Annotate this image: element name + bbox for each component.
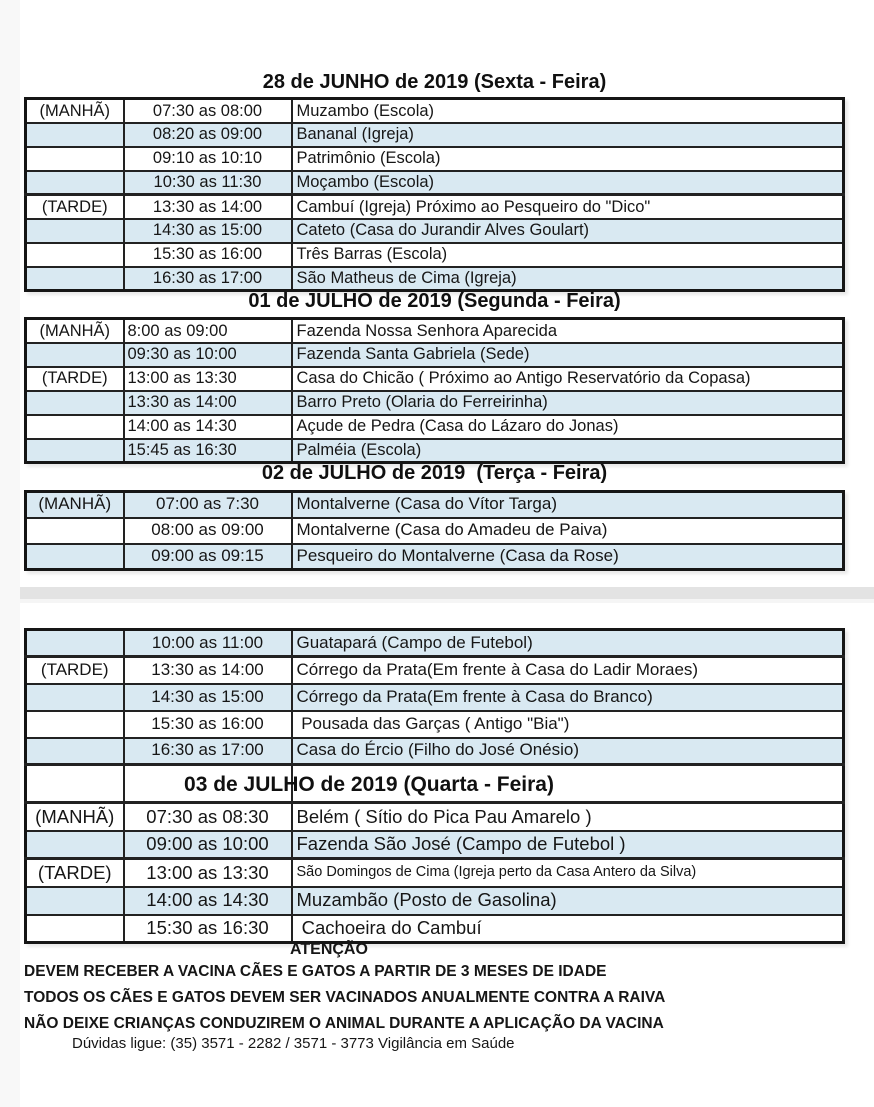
period-cell bbox=[26, 267, 124, 291]
place-cell: Barro Preto (Olaria do Ferreirinha) bbox=[292, 391, 844, 415]
time-cell: 07:30 as 08:30 bbox=[124, 803, 292, 831]
time-cell: 8:00 as 09:00 bbox=[124, 319, 292, 343]
time-cell: 09:00 as 09:15 bbox=[124, 544, 292, 570]
period-cell bbox=[26, 439, 124, 463]
time-cell: 14:00 as 14:30 bbox=[124, 415, 292, 439]
schedule-row bbox=[26, 267, 844, 291]
schedule-row bbox=[26, 630, 844, 657]
time-cell: 14:30 as 15:00 bbox=[124, 684, 292, 711]
period-cell: (TARDE) bbox=[26, 367, 124, 391]
footer-notice-2: TODOS OS CÃES E GATOS DEVEM SER VACINADOS ANUALMENTE CONTRA A RAIVA bbox=[24, 989, 666, 1006]
place-cell: Fazenda Nossa Senhora Aparecida bbox=[292, 319, 844, 343]
period-cell: (MANHÃ) bbox=[26, 492, 124, 518]
place-cell: Fazenda Santa Gabriela (Sede) bbox=[292, 343, 844, 367]
page-left-margin bbox=[0, 0, 20, 1107]
place-cell: Moçambo (Escola) bbox=[292, 171, 844, 195]
schedule-row bbox=[26, 859, 844, 887]
time-cell: 07:00 as 7:30 bbox=[124, 492, 292, 518]
period-cell bbox=[26, 518, 124, 544]
schedule-row bbox=[26, 738, 844, 765]
time-cell: 10:30 as 11:30 bbox=[124, 171, 292, 195]
place-cell: Três Barras (Escola) bbox=[292, 243, 844, 267]
footer-notice-3: NÃO DEIXE CRIANÇAS CONDUZIREM O ANIMAL DURANTE A APLICAÇÃO DA VACINA bbox=[24, 1015, 664, 1032]
schedule-row bbox=[26, 319, 844, 343]
schedule-row bbox=[26, 684, 844, 711]
place-cell: Fazenda São José (Campo de Futebol ) bbox=[292, 831, 844, 859]
place-cell: Guatapará (Campo de Futebol) bbox=[292, 630, 844, 657]
period-cell bbox=[26, 738, 124, 765]
place-cell: Palméia (Escola) bbox=[292, 439, 844, 463]
time-cell: 15:30 as 16:00 bbox=[124, 243, 292, 267]
period-cell: (TARDE) bbox=[26, 859, 124, 887]
time-cell: 16:30 as 17:00 bbox=[124, 738, 292, 765]
period-cell bbox=[26, 343, 124, 367]
schedule-row bbox=[26, 803, 844, 831]
place-cell: Montalverne (Casa do Amadeu de Paiva) bbox=[292, 518, 844, 544]
period-cell bbox=[26, 123, 124, 147]
period-cell bbox=[26, 684, 124, 711]
place-cell: Montalverne (Casa do Vítor Targa) bbox=[292, 492, 844, 518]
schedule-row bbox=[26, 915, 844, 943]
place-cell: Bananal (Igreja) bbox=[292, 123, 844, 147]
place-cell: Pesqueiro do Montalverne (Casa da Rose) bbox=[292, 544, 844, 570]
time-cell: 13:00 as 13:30 bbox=[124, 367, 292, 391]
period-cell bbox=[26, 415, 124, 439]
time-cell: 13:30 as 14:00 bbox=[124, 391, 292, 415]
time-cell: 15:45 as 16:30 bbox=[124, 439, 292, 463]
time-cell: 08:20 as 09:00 bbox=[124, 123, 292, 147]
period-cell: (MANHÃ) bbox=[26, 319, 124, 343]
day-title-june-28: 28 de JUNHO de 2019 (Sexta - Feira) bbox=[262, 71, 607, 93]
period-cell bbox=[26, 243, 124, 267]
place-cell: Belém ( Sítio do Pica Pau Amarelo ) bbox=[292, 803, 844, 831]
footer-contact: Dúvidas ligue: (35) 3571 - 2282 / 3571 - 3773 Vigilância em Saúde bbox=[72, 1035, 515, 1052]
place-cell: Casa do Chicão ( Próximo ao Antigo Reservatório da Copasa) bbox=[292, 367, 844, 391]
schedule-row bbox=[26, 367, 844, 391]
schedule-row bbox=[26, 243, 844, 267]
schedule-row bbox=[26, 439, 844, 463]
day-title-july-02: 02 de JULHO de 2019 (Terça - Feira) bbox=[261, 462, 608, 484]
schedule-row bbox=[26, 415, 844, 439]
schedule-row bbox=[26, 171, 844, 195]
schedule-table-july-01 bbox=[24, 317, 845, 464]
time-cell: 13:30 as 14:00 bbox=[124, 195, 292, 219]
place-cell: São Matheus de Cima (Igreja) bbox=[292, 267, 844, 291]
schedule-row bbox=[26, 711, 844, 738]
schedule-table-july-02 bbox=[24, 490, 845, 571]
time-cell: 09:10 as 10:10 bbox=[124, 147, 292, 171]
time-cell: 13:00 as 13:30 bbox=[124, 859, 292, 887]
period-cell bbox=[26, 219, 124, 243]
schedule-row bbox=[26, 492, 844, 518]
schedule-row bbox=[26, 99, 844, 123]
day-title-july-03: 03 de JULHO de 2019 (Quarta - Feira) bbox=[184, 773, 554, 796]
schedule-row bbox=[26, 391, 844, 415]
place-cell: Cambuí (Igreja) Próximo ao Pesqueiro do "Dico" bbox=[292, 195, 844, 219]
time-cell: 10:00 as 11:00 bbox=[124, 630, 292, 657]
page-break-band bbox=[20, 587, 874, 603]
period-cell bbox=[26, 915, 124, 943]
time-cell: 15:30 as 16:30 bbox=[124, 915, 292, 943]
schedule-row bbox=[26, 518, 844, 544]
time-cell: 14:00 as 14:30 bbox=[124, 887, 292, 915]
period-cell bbox=[26, 630, 124, 657]
schedule-row bbox=[26, 123, 844, 147]
day-title-july-01: 01 de JULHO de 2019 (Segunda - Feira) bbox=[248, 290, 621, 312]
period-cell bbox=[26, 171, 124, 195]
period-cell: (MANHÃ) bbox=[26, 99, 124, 123]
time-cell: 13:30 as 14:00 bbox=[124, 657, 292, 684]
schedule-row bbox=[26, 195, 844, 219]
time-cell: 08:00 as 09:00 bbox=[124, 518, 292, 544]
period-cell bbox=[26, 765, 124, 803]
place-cell: São Domingos de Cima (Igreja perto da Casa Antero da Silva) bbox=[292, 859, 844, 887]
time-cell: 15:30 as 16:00 bbox=[124, 711, 292, 738]
schedule-row bbox=[26, 544, 844, 570]
period-cell: (TARDE) bbox=[26, 195, 124, 219]
period-cell bbox=[26, 544, 124, 570]
place-cell: Casa do Ércio (Filho do José Onésio) bbox=[292, 738, 844, 765]
period-cell bbox=[26, 831, 124, 859]
period-cell bbox=[26, 711, 124, 738]
period-cell: (TARDE) bbox=[26, 657, 124, 684]
place-cell: Açude de Pedra (Casa do Lázaro do Jonas) bbox=[292, 415, 844, 439]
time-cell: 09:30 as 10:00 bbox=[124, 343, 292, 367]
time-cell: 07:30 as 08:00 bbox=[124, 99, 292, 123]
period-cell bbox=[26, 391, 124, 415]
place-cell: Cateto (Casa do Jurandir Alves Goulart) bbox=[292, 219, 844, 243]
schedule-row bbox=[26, 219, 844, 243]
period-cell bbox=[26, 887, 124, 915]
place-cell: Patrimônio (Escola) bbox=[292, 147, 844, 171]
schedule-table-june-28 bbox=[24, 97, 845, 292]
time-cell: 09:00 as 10:00 bbox=[124, 831, 292, 859]
footer-attention: ATENÇÃO bbox=[290, 941, 368, 958]
place-cell: Córrego da Prata(Em frente à Casa do Branco) bbox=[292, 684, 844, 711]
time-cell: 14:30 as 15:00 bbox=[124, 219, 292, 243]
place-cell: Córrego da Prata(Em frente à Casa do Ladir Moraes) bbox=[292, 657, 844, 684]
place-cell: Muzambo (Escola) bbox=[292, 99, 844, 123]
place-cell: Cachoeira do Cambuí bbox=[292, 915, 844, 943]
place-cell: Muzambão (Posto de Gasolina) bbox=[292, 887, 844, 915]
period-cell bbox=[26, 147, 124, 171]
footer-notice-1: DEVEM RECEBER A VACINA CÃES E GATOS A PARTIR DE 3 MESES DE IDADE bbox=[24, 963, 607, 980]
place-cell: Pousada das Garças ( Antigo "Bia") bbox=[292, 711, 844, 738]
schedule-row bbox=[26, 343, 844, 367]
schedule-row bbox=[26, 887, 844, 915]
time-cell: 16:30 as 17:00 bbox=[124, 267, 292, 291]
period-cell: (MANHÃ) bbox=[26, 803, 124, 831]
schedule-row bbox=[26, 657, 844, 684]
schedule-row bbox=[26, 831, 844, 859]
schedule-row bbox=[26, 147, 844, 171]
